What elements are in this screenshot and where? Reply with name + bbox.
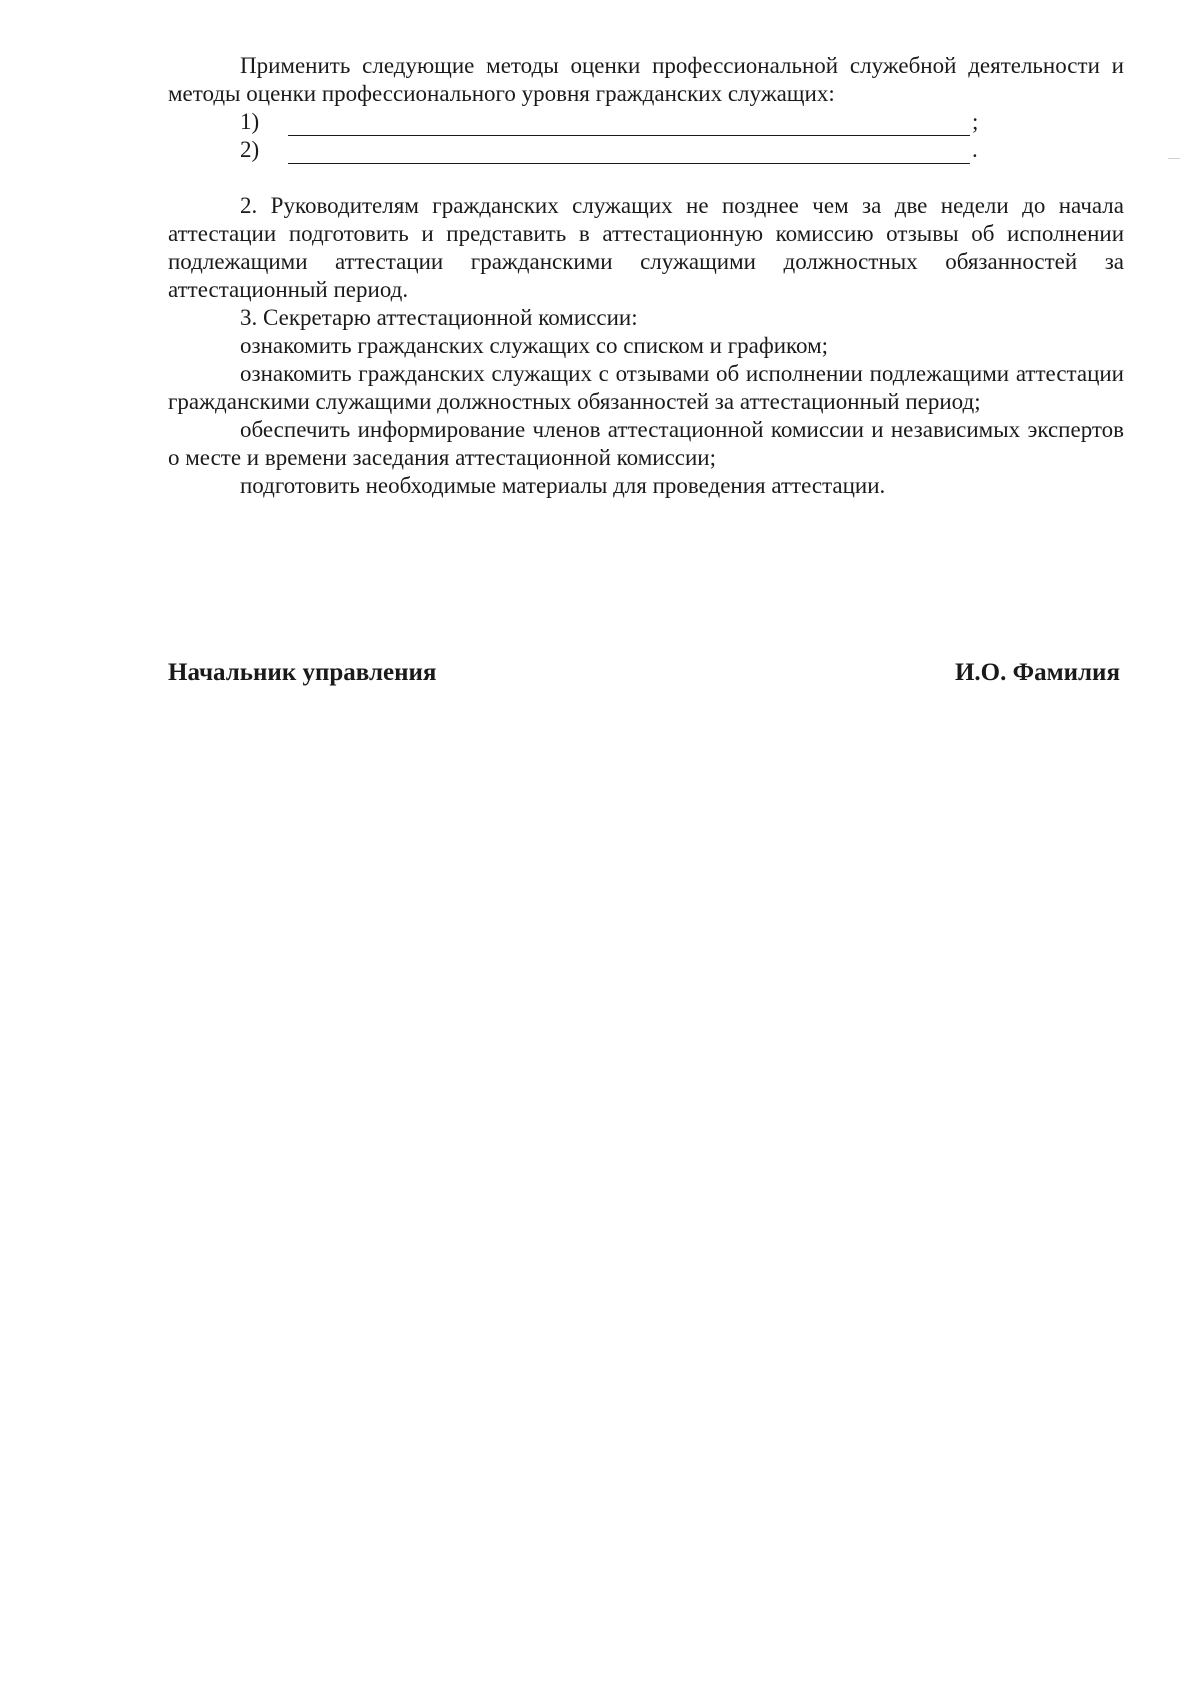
signatory-name: И.О. Фамилия — [954, 659, 1120, 686]
paragraph-secretary: 3. Секретарю аттестационной комиссии: — [240, 305, 638, 330]
intro-paragraph: Применить следующие методы оценки профессиональной служебной деятельности и методы оценки профессионального уровня гражданских служащих: — [168, 53, 1124, 106]
signatory-position: Начальник управления — [168, 659, 437, 686]
method-item-1 — [168, 108, 1124, 136]
paragraph-spacer — [168, 164, 1124, 192]
method-item-punct: ; — [972, 109, 979, 134]
paragraph-familiarize-list: ознакомить гражданских служащих со списком и графиком; — [240, 333, 829, 358]
method-item-number: 1) — [240, 109, 260, 134]
signature-block — [168, 657, 1120, 689]
method-blank-line — [288, 143, 970, 164]
method-item-2 — [168, 136, 1124, 164]
paragraph-prepare-materials: подготовить необходимые материалы для проведения аттестации. — [240, 473, 886, 498]
document-body — [168, 52, 1124, 500]
paragraph-familiarize-reviews: ознакомить гражданских служащих с отзывами об исполнении подлежащими аттестации гражданскими служащими должностных обязанностей за аттестационный период; — [168, 361, 1124, 414]
scan-margin-mark — [1168, 158, 1180, 159]
method-blank-line — [288, 115, 970, 136]
paragraph-inform-members: обеспечить информирование членов аттестационной комиссии и независимых экспертов о месте и времени заседания аттестационной комиссии; — [168, 417, 1124, 470]
method-item-punct: . — [972, 137, 978, 162]
method-item-number: 2) — [240, 137, 260, 162]
paragraph-managers: 2. Руководителям гражданских служащих не позднее чем за две недели до начала аттестации подготовить и представить в аттестационную комиссию отзывы об исполнении подлежащими аттестации гражданскими служащими должностных обязанностей за аттестационный период. — [168, 193, 1124, 302]
